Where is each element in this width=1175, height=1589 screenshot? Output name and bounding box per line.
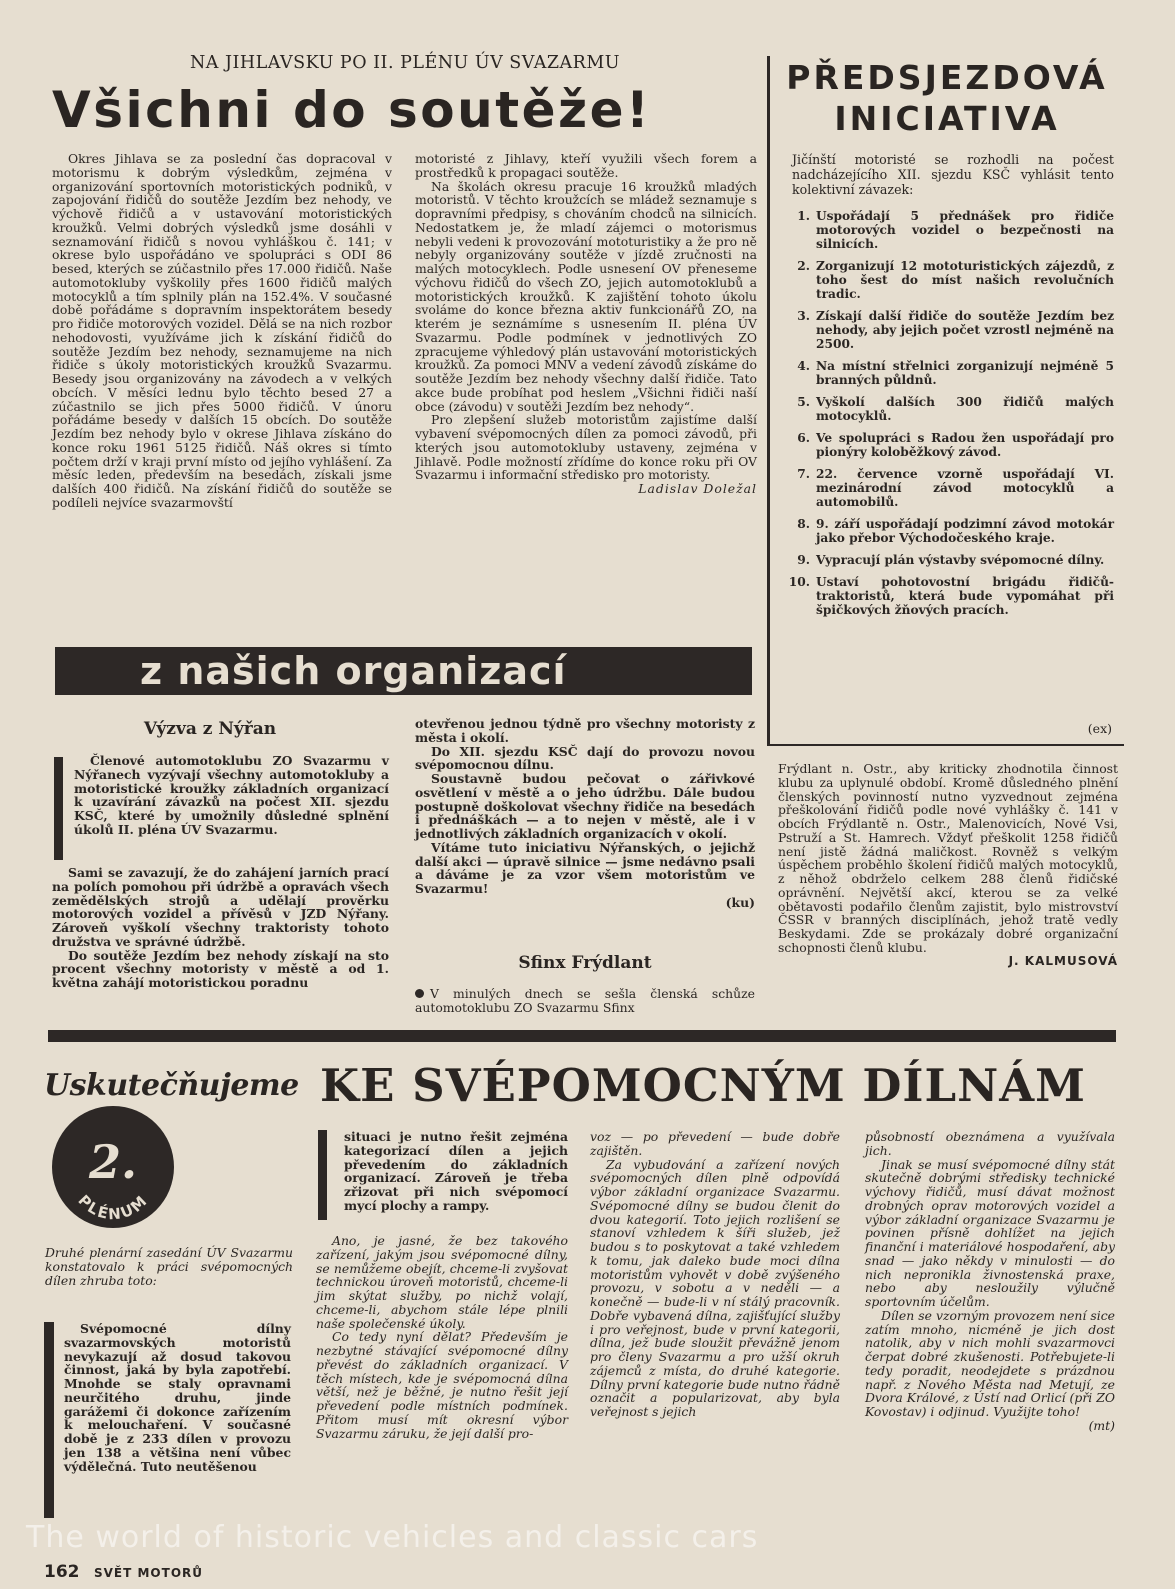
bottom-col3-p1: voz — po převedení — bude dobře zajištěn.	[590, 1129, 840, 1158]
list-item-text: 9. září uspořádají podzimní závod motokár jako přebor Východočeského kraje.	[816, 517, 1114, 545]
list-item-number: 1.	[797, 209, 810, 223]
sidebar-list	[780, 209, 1114, 617]
bottom-col3-p2: Za vybudování a zařízení nových svépomocných dílen plně odpovídá výbor základní organizace Svazarmu. Svépomocné dílny se budou členit do dvou kategorií. Toto jejich rozlišení se stanoví vzhledem k šíři služeb, jež budou s to poskytovat a také vzhledem k tomu, jak daleko bude moci dílna motoristům vyhovět v době zvýšeného provozu, v sobotu a v neděli — a konečně — bude-li v ní stálý pracovník. Dobře vybavená dílna, zajišťující služby i pro veřejnost, bude v první kategorii, dílna, jež bude sloužit převážně jenom pro členy Svazarmu a pro užší okruh zájemců z místa, do druhé kategorie. Dílny první kategorie bude nutno řádně označit a popularizovat, aby byla veřejnost s jejich	[590, 1156, 840, 1419]
sidebar-signoff: (ex)	[1087, 721, 1112, 736]
sfinx-title: Sfinx Frýdlant	[518, 953, 652, 973]
nyran-p7: Vítáme tuto iniciativu Nýřanských, o jejichž další akci — úpravě silnice — jsme nedávno psali a dáváme je za vzor všem motoristům ve Svazarmu!	[415, 839, 755, 896]
nyran-p5: Do XII. sjezdu KSČ dají do provozu novou svépomocnou dílnu.	[415, 743, 755, 773]
list-item-number: 2.	[797, 259, 810, 273]
bottom-col4-p2: Jinak se musí svépomocné dílny stát skutečně dobrými středisky technické výchovy řidičů, musí dávat možnost drobných oprav motorových vozidel a výbor základní organizace Svazarmu je povinen přísně dohlížet na jejich finanční i materiálové hospodaření, aby snad — jako někdy v minulosti — do nich nepronikla živnostenská praxe, nebo aby nesloužily výlučně sportovním účelům.	[865, 1156, 1115, 1309]
bullet-icon	[415, 989, 424, 998]
list-item	[780, 395, 1114, 423]
list-item-text: Zorganizují 12 mototuristických zájezdů, z toho šest do míst našich revolučních tradic.	[816, 259, 1114, 301]
list-item-number: 5.	[797, 395, 810, 409]
bottom-col4-signoff: (mt)	[1088, 1417, 1115, 1433]
list-item-text: 22. července vzorně uspořádají VI. mezinárodní závod motocyklů a automobilů.	[816, 467, 1114, 509]
headline: Všichni do soutěže!	[52, 81, 652, 139]
list-item-number: 8.	[797, 517, 810, 531]
list-item	[780, 431, 1114, 459]
bottom-intro-text: Druhé plenární zasedání ÚV Svazarmu konstatovalo k práci svépomocných dílen zhruba toto:	[45, 1245, 293, 1288]
list-item	[780, 209, 1114, 251]
sidebar-intro: Jičínští motoristé se rozhodli na počest nadcházejícího XII. sjezdu KSČ vyhlásit tento kolektivní závazek:	[792, 152, 1114, 197]
plenum-badge-svg	[52, 1106, 174, 1228]
top-article-body-1: Okres Jihlava se za poslední čas dopracoval v motorismu k dobrým výsledkům, zejména v organizování sportovních motoristických podniků, v zapojování řidičů do soutěže Jezdím bez nehody, ve výchově řidičů a v ustavování motoristických kroužků. Velmi dobrých výsledků jsme dosáhli v seznamování řidičů s novou vyhláškou č. 141; v okrese bylo uspořádáno ve spolupráci s ODI 86 besed, kterých se zúčastnilo přes 17.000 řidičů. Naše automotokluby vyškolily přes 1600 řidičů malých motocyklů a tím splnily plán na 152.4%. V současné době pořádáme s dopravním inspektorátem besedy pro řidiče motorových vozidel. Dělá se na nich rozbor nehodovosti, využíváme jich k získání řidičů do soutěže Jezdím bez nehody, seznamujeme na nich řidiče s úkoly motoristických kroužků Svazarmu. Besedy jsou organizovány na závodech a v velkých obcích. V měsíci lednu bylo těchto besed 27 a zúčastnilo se jich přes 5000 řidičů. V únoru pořádáme besedy v dalších 15 obcích. Do soutěže Jezdím bez nehody bylo v okrese Jihlava získáno do konce roku 1961 5125 řidičů. Náš okres si tímto počtem drží v kraji první místo od jejího vyhlášení. Za měsíc leden, především na besedách, získali jsme dalších 400 řidičů. Na získání řidičů do soutěže se podíleli nejvíce svazarmovští	[52, 151, 392, 510]
bottom-col1-bar	[44, 1322, 54, 1518]
list-item	[780, 259, 1114, 301]
plenum-badge	[52, 1106, 174, 1228]
bottom-col4	[865, 1130, 1115, 1433]
list-item-text: Uspořádají 5 přednášek pro řidiče motorových vozidel o bezpečnosti na silnicích.	[816, 209, 1114, 251]
sidebar-title-line1: PŘEDSJEZDOVÁ	[786, 58, 1108, 97]
sfinx-p2: Frýdlant n. Ostr., aby kriticky zhodnotila činnost klubu za uplynulé období. Kromě důsledného plnění členských povinností nutno vyzvednout zejména přeškolování řidičů podle nové vyhlášky č. 141 v obcích Frýdlantě n. Ostr., Malenovicích, Nové Vsi, Pstruží a St. Hamrech. Vždyť přeškolit 1258 řidičů není jistě žádná maličkost. Rovněž s velkým úspěchem proběhlo školení řidičů malých motocyklů, z něhož obdrželo celkem 288 členů řidičské oprávnění. Největší akcí, kterou se za velké obětavosti podařilo členům zajistit, bylo mistrovství ČSSR v branných disciplínách, jehož tratě vedly Beskydami. Zde se prokázaly dobré organizační schopnosti členů klubu.	[778, 761, 1118, 955]
nyran-lead: Členové automotoklubu ZO Svazarmu v Nýřanech vyzývají všechny automotokluby a motoristické kroužky základních organizací k uzavírání závazků na počest XII. sjezdu KSČ, které by umožnily důsledné splnění úkolů II. pléna ÚV Svazarmu.	[74, 753, 389, 837]
list-item-number: 3.	[797, 309, 810, 323]
sfinx-col2	[778, 762, 1118, 968]
bottom-col2	[316, 1234, 568, 1440]
list-item	[780, 467, 1114, 509]
list-item-text: Vyškolí dalších 300 řidičů malých motocyklů.	[816, 395, 1114, 423]
nyran-col1b	[52, 866, 389, 990]
list-item-number: 10.	[788, 575, 810, 589]
bottom-headline: KE SVÉPOMOCNÝM DÍLNÁM	[320, 1059, 1086, 1112]
list-item-text: Vypracují plán výstavby svépomocné dílny.	[816, 553, 1105, 567]
plenum-badge-word	[74, 1191, 151, 1223]
kicker: NA JIHLAVSKU PO II. PLÉNU ÚV SVAZARMU	[189, 53, 621, 73]
nyran-p6: Soustavně budou pečovat o zářivkové osvětlení v městě a o jeho údržbu. Dále budou postupně doškolovat všechny řidiče na besedách i přednáškách — a to nejen v městě, ale i v jednotlivých základních organizacích v okolí.	[415, 771, 755, 841]
slogan: Uskutečňujeme	[44, 1068, 299, 1103]
bottom-col1-text: Svépomocné dílny svazarmovských motoristů nevykazují až dosud takovou činnost, jaká by byla zapotřebí. Mnohde se staly opravnami neurčitého druhu, jinde garážemi či dokonce zařízením k melouchaření. V současné době je z 233 dílen v provozu jen 138 a většina není vůbec výdělečná. Tuto neutěšenou	[64, 1321, 291, 1474]
bottom-col2-lead-text: situaci je nutno řešit zejména kategorizací dílen a jejich převedením do základních organizací. Zároveň je třeba zřizovat při nich svépomocí mycí plochy a rampy.	[344, 1129, 568, 1213]
sfinx-author: J. KALMUSOVÁ	[1008, 953, 1118, 968]
bottom-col4-p3: Dílen se vzorným provozem není sice zatím mnoho, nicméně je jich dost natolik, aby v nich mohli svazarmovci čerpat dobré zkušenosti. Potřebujete-li tedy poradit, neodejdete s prázdnou např. z Nového Města nad Metují, ze Dvora Králové, z Ústí nad Orlicí (při ZO Kovostav) i odjinud. Využijte toho!	[865, 1307, 1115, 1419]
sidebar-title-line2: INICIATIVA	[834, 99, 1060, 138]
bottom-col2-p2: Co tedy nyní dělat? Především je nezbytné stávající svépomocné dílny převést do základních organizací. V těch místech, kde je svépomocná dílna větší, než je běžné, je nutno řešit její převedení podle místních podmínek. Přitom musí mít okresní výbor Svazarmu záruku, že její další pro-	[316, 1329, 568, 1441]
top-article-author: Ladislav Doležal	[638, 481, 757, 496]
list-item-text: Ve spolupráci s Radou žen uspořádají pro pionýry koloběžkový závod.	[816, 431, 1114, 459]
list-item	[780, 575, 1114, 617]
list-item-number: 9.	[797, 553, 810, 567]
bottom-col2-bar	[318, 1130, 327, 1220]
plenum-badge-number: 2.	[88, 1135, 138, 1189]
bottom-col3	[590, 1130, 840, 1419]
bottom-col1	[64, 1322, 291, 1473]
nyran-p2: Sami se zavazují, že do zahájení jarních prací na polích pomohou při údržbě a opravách všech zemědělských strojů a udělají prověrku motorových vozidel a přívěsů v JZD Nýřany. Zároveň vyškolí všechny traktoristy tohoto družstva ve správné údržbě.	[52, 865, 389, 949]
nyran-col2	[415, 717, 755, 910]
list-item-text: Na místní střelnici zorganizují nejméně 5 branných půldnů.	[816, 359, 1114, 387]
plenum-badge-word-path: PLÉNUM	[74, 1191, 152, 1224]
sfinx-p1-text: V minulých dnech se sešla členská schůze automotoklubu ZO Svazarmu Sfinx	[415, 986, 755, 1015]
magazine-name: SVĚT MOTORŮ	[94, 1566, 204, 1580]
section-divider	[48, 1030, 1116, 1042]
nyran-col1	[74, 754, 389, 841]
bottom-intro	[45, 1246, 293, 1287]
bottom-col4-p1: působností obeznámena a využívala jich.	[865, 1129, 1115, 1158]
top-article-body-2: motoristé z Jihlavy, kteří využili všech forem a prostředků k propagaci soutěže.	[415, 151, 757, 180]
watermark: The world of historic vehicles and classic cars	[26, 1520, 759, 1555]
list-item	[780, 517, 1114, 545]
sidebar-box	[767, 56, 1124, 746]
bottom-col2-lead	[344, 1130, 568, 1213]
section-banner	[55, 647, 752, 695]
top-article-col2	[415, 152, 757, 496]
list-item-number: 7.	[797, 467, 810, 481]
list-item-number: 4.	[797, 359, 810, 373]
nyran-p4: otevřenou jednou týdně pro všechny motoristy z města i okolí.	[415, 716, 755, 745]
page-number: 162	[44, 1562, 80, 1582]
list-item-number: 6.	[797, 431, 810, 445]
list-item	[780, 553, 1114, 567]
sfinx-p1	[415, 987, 755, 1015]
nyran-title: Výzva z Nýřan	[143, 719, 277, 739]
list-item	[780, 309, 1114, 351]
sfinx-col1	[415, 987, 755, 1015]
nyran-signoff: (ku)	[725, 894, 755, 910]
list-item-text: Ustaví pohotovostní brigádu řidičů-traktoristů, která bude vypomáhat při špičkových žňových pracích.	[816, 575, 1114, 617]
list-item	[780, 359, 1114, 387]
nyran-lead-bar	[54, 757, 63, 860]
top-article-col1	[52, 152, 392, 510]
nyran-p3: Do soutěže Jezdím bez nehody získají na sto procent všechny motoristy v městě a od 1. května zahájí motoristickou poradnu	[52, 947, 389, 990]
list-item-text: Získají další řidiče do soutěže Jezdím bez nehody, aby jejich počet vzrostl nejméně na 2500.	[816, 309, 1114, 351]
section-banner-text: z našich organizací	[140, 649, 567, 693]
top-article-body-4: Pro zlepšení služeb motoristům zajistíme další vybavení svépomocných dílen za pomoci závodů, při kterých jsou automotokluby ustaveny, zejména v Jihlavě. Podle možností zřídíme do konce roku při OV Svazarmu i informační středisko pro motoristy.	[415, 412, 757, 483]
top-article-body-3: Na školách okresu pracuje 16 kroužků mladých motoristů. V těchto kroužcích se mládež seznamuje s dopravními předpisy, s chováním chodců na silnicích. Nedostatkem je, že mladí zájemci o motorismus nebyli vedeni k provozování mototuristiky a že pro ně nebyly organizovány soutěže v jízdě zručnosti na malých motocyklech. Podle usnesení OV přeneseme výchovu řidičů do všech ZO, jejich automotoklubů a motoristických kroužků. K zajištění tohoto úkolu svoláme do konce března aktiv funkcionářů ZO, na kterém je seznámíme s usnesením II. pléna ÚV Svazarmu. Podle podmínek v jednotlivých ZO zpracujeme výhledový plán ustavování motoristických kroužků. Za pomoci MNV a vedení závodů získáme do soutěže Jezdím bez nehody všechny další řidiče. Tato akce bude probíhat pod heslem „Všichni řidiči naší obce (závodu) v soutěži Jezdím bez nehody“.	[415, 178, 757, 414]
bottom-col2-p1: Ano, je jasné, že bez takového zařízení, jakým jsou svépomocné dílny, se nemůžeme obejít, chceme-li zvyšovat technickou úroveň motoristů, chceme-li jim skýtat služby, po nichž volají, chceme-li, abychom stále lépe plnili naše společenské úkoly.	[316, 1233, 568, 1331]
